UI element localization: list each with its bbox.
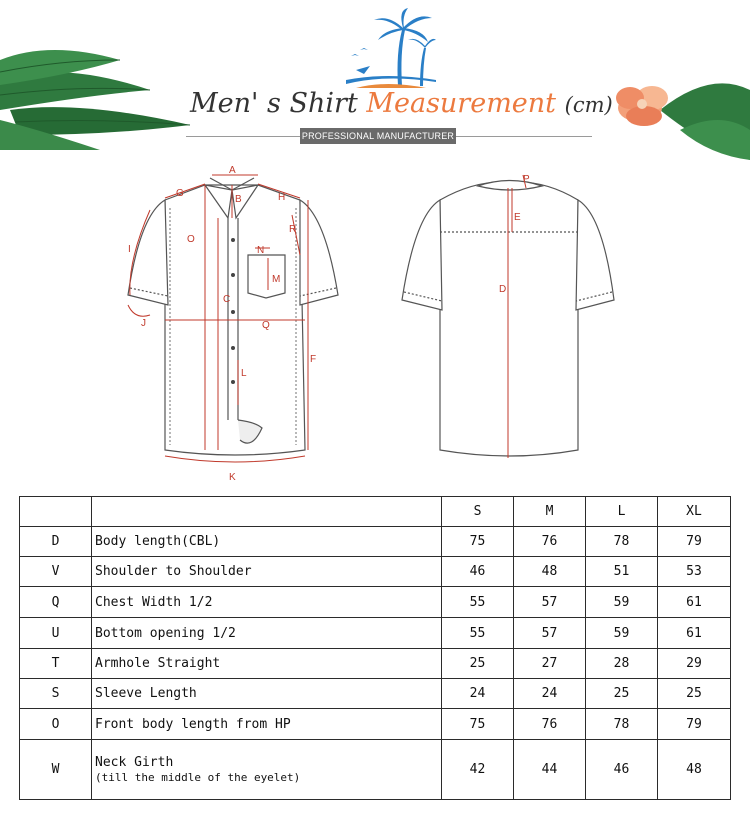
row-name: Front body length from HP xyxy=(92,709,442,740)
row-code: O xyxy=(20,709,92,740)
row-value-m: 57 xyxy=(514,587,586,618)
row-value-l: 25 xyxy=(586,679,658,709)
table-row xyxy=(20,587,731,618)
row-value-s: 55 xyxy=(442,587,514,618)
row-value-m: 76 xyxy=(514,527,586,557)
header-size-s: S xyxy=(442,497,514,527)
row-value-m: 24 xyxy=(514,679,586,709)
row-value-l: 46 xyxy=(586,740,658,800)
row-name: Bottom opening 1/2 xyxy=(92,618,442,649)
svg-text:J: J xyxy=(141,318,146,329)
row-value-s: 75 xyxy=(442,527,514,557)
svg-text:L: L xyxy=(241,368,247,379)
row-value-l: 78 xyxy=(586,709,658,740)
svg-text:C: C xyxy=(223,294,231,305)
header-blank-name xyxy=(92,497,442,527)
row-value-xl: 79 xyxy=(658,527,731,557)
page-header xyxy=(0,0,750,160)
table-row xyxy=(20,649,731,679)
row-code: T xyxy=(20,649,92,679)
shirt-measurement-diagram xyxy=(0,160,750,490)
palm-leaves-left-icon xyxy=(0,40,200,150)
row-value-m: 57 xyxy=(514,618,586,649)
header-size-l: L xyxy=(586,497,658,527)
svg-text:G: G xyxy=(176,188,184,199)
row-code: S xyxy=(20,679,92,709)
row-value-s: 25 xyxy=(442,649,514,679)
svg-text:P: P xyxy=(523,174,530,185)
row-value-m: 48 xyxy=(514,557,586,587)
tagline-badge: PROFESSIONAL MANUFACTURER xyxy=(300,128,456,144)
svg-text:R: R xyxy=(289,224,297,235)
svg-text:O: O xyxy=(187,234,195,245)
row-value-s: 42 xyxy=(442,740,514,800)
svg-text:F: F xyxy=(310,354,317,365)
svg-text:Q: Q xyxy=(262,320,270,331)
row-value-xl: 53 xyxy=(658,557,731,587)
table-row xyxy=(20,740,731,800)
row-value-m: 27 xyxy=(514,649,586,679)
row-value-s: 46 xyxy=(442,557,514,587)
row-value-xl: 29 xyxy=(658,649,731,679)
row-code: U xyxy=(20,618,92,649)
title-part-measurement: Measurement xyxy=(366,88,557,119)
row-value-xl: 48 xyxy=(658,740,731,800)
table-row xyxy=(20,527,731,557)
row-value-l: 51 xyxy=(586,557,658,587)
svg-text:K: K xyxy=(229,472,236,483)
row-code: D xyxy=(20,527,92,557)
row-name: Armhole Straight xyxy=(92,649,442,679)
row-value-l: 59 xyxy=(586,618,658,649)
table-row xyxy=(20,557,731,587)
row-value-m: 44 xyxy=(514,740,586,800)
row-value-l: 78 xyxy=(586,527,658,557)
svg-text:I: I xyxy=(128,244,131,255)
svg-text:B: B xyxy=(235,194,242,205)
row-value-s: 75 xyxy=(442,709,514,740)
row-code: V xyxy=(20,557,92,587)
page-title xyxy=(190,84,613,124)
svg-text:H: H xyxy=(278,192,286,203)
row-value-xl: 61 xyxy=(658,618,731,649)
row-name-cell xyxy=(92,740,442,800)
header-blank-code xyxy=(20,497,92,527)
row-name-note: (till the middle of the eyelet) xyxy=(95,771,301,784)
header-size-m: M xyxy=(514,497,586,527)
flower-leaves-right-icon xyxy=(600,70,750,160)
svg-text:N: N xyxy=(257,245,265,256)
row-value-l: 59 xyxy=(586,587,658,618)
row-name: Shoulder to Shoulder xyxy=(92,557,442,587)
row-name: Chest Width 1/2 xyxy=(92,587,442,618)
row-value-xl: 79 xyxy=(658,709,731,740)
row-name: Neck Girth xyxy=(95,755,174,770)
svg-text:A: A xyxy=(229,165,236,176)
row-value-xl: 25 xyxy=(658,679,731,709)
row-value-s: 24 xyxy=(442,679,514,709)
row-value-m: 76 xyxy=(514,709,586,740)
table-row xyxy=(20,709,731,740)
row-value-xl: 61 xyxy=(658,587,731,618)
header-size-xl: XL xyxy=(658,497,731,527)
front-shirt-drawing xyxy=(128,178,338,455)
table-header-row xyxy=(20,497,731,527)
size-chart-table xyxy=(19,496,731,800)
row-name: Sleeve Length xyxy=(92,679,442,709)
title-part-unit: (cm) xyxy=(564,93,613,117)
table-row xyxy=(20,618,731,649)
svg-text:M: M xyxy=(272,274,281,285)
row-value-s: 55 xyxy=(442,618,514,649)
svg-text:E: E xyxy=(514,212,521,223)
table-row xyxy=(20,679,731,709)
title-part-shirt: Men' s Shirt xyxy=(190,88,358,119)
row-code: W xyxy=(20,740,92,800)
row-code: Q xyxy=(20,587,92,618)
svg-text:D: D xyxy=(499,284,507,295)
palm-tree-logo-icon xyxy=(336,8,436,88)
row-value-l: 28 xyxy=(586,649,658,679)
row-name: Body length(CBL) xyxy=(92,527,442,557)
